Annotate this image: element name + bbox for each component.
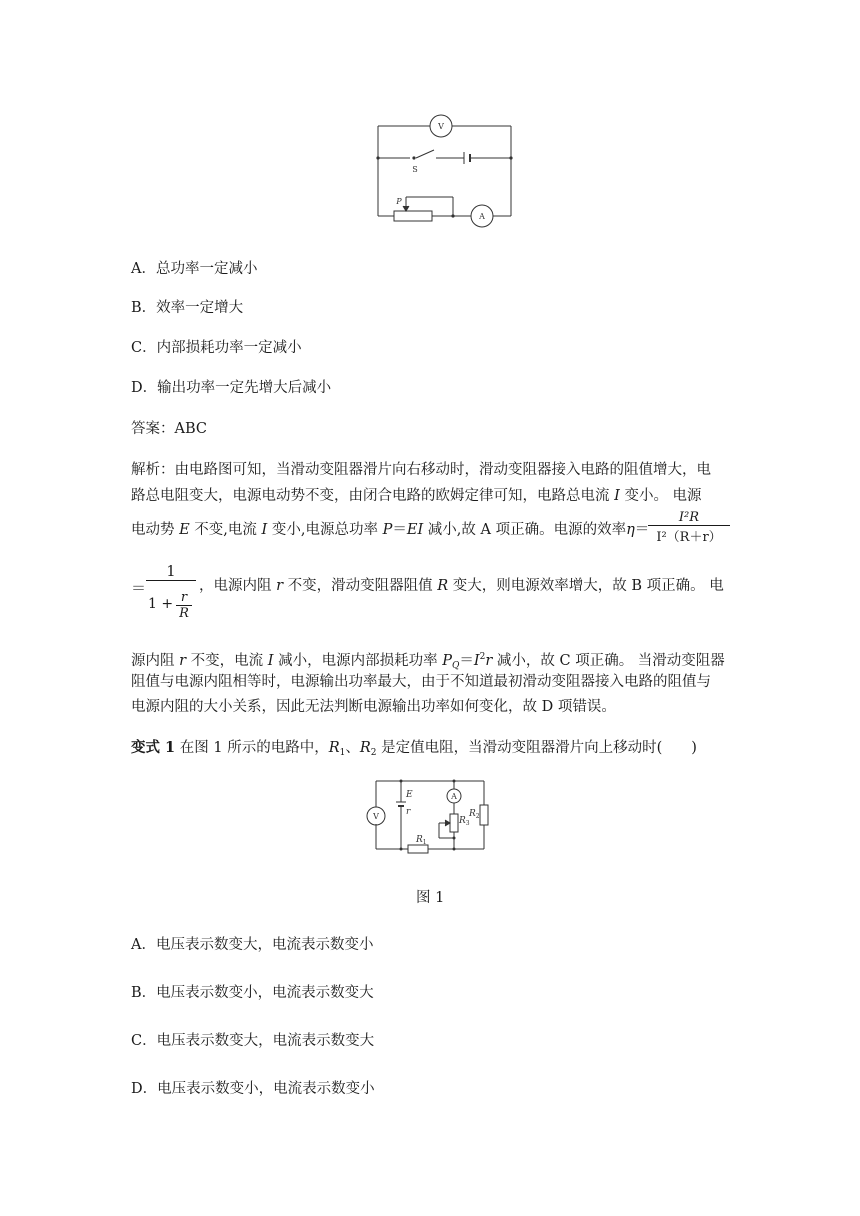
- variant-question: 变式 1 在图 1 所示的电路中，$R_1$、$R_2$ 是定值电阻，当滑动变阻器滑片向上移动时( ): [131, 739, 697, 758]
- internal-resistance-label: r: [406, 807, 411, 817]
- figure-caption: 图 1: [416, 890, 445, 906]
- analysis-line-5: 源内阻 r 不变，电流 I 减小，电源内部损耗功率 $P_Q=I^2r$ 减小，故 C 项正确。 当滑动变阻器: [131, 652, 725, 671]
- option-d: D．输出功率一定先增大后减小: [131, 380, 332, 396]
- slider-label: P: [396, 197, 402, 206]
- variant-option-a: A．电压表示数变大，电流表示数变小: [131, 937, 374, 953]
- option-c: C．内部损耗功率一定减小: [131, 340, 302, 356]
- variant-option-c: C．电压表示数变大，电流表示数变大: [131, 1033, 375, 1049]
- efficiency-fraction-1: I²R I²（R＋r）: [648, 510, 730, 545]
- option-a: A．总功率一定减小: [131, 261, 258, 277]
- r1-label: $R_1$: [416, 835, 427, 846]
- equals-sign: ＝: [131, 579, 147, 597]
- voltmeter-label: V: [438, 122, 444, 131]
- analysis-line-2: 路总电阻变大，电源电动势不变，由闭合电路的欧姆定律可知，电路总电流 I 变小。 电源: [131, 488, 702, 504]
- analysis-line-1: 解析：由电路图可知，当滑动变阻器滑片向右移动时，滑动变阻器接入电路的阻值增大，电: [131, 462, 711, 478]
- fraction-2-den-one: 1 +: [148, 596, 174, 612]
- answer: 答案：ABC: [131, 421, 207, 437]
- analysis-line-4: ，电源内阻 r 不变，滑动变阻器阻值 R 变大，则电源效率增大，故 B 项正确。 电: [199, 578, 724, 594]
- r3-label: $R_3$: [459, 816, 470, 827]
- variant-option-d: D．电压表示数变小，电流表示数变小: [131, 1081, 375, 1097]
- ammeter-label: A: [479, 212, 485, 221]
- voltmeter-label: V: [373, 812, 379, 821]
- analysis-line-3: 电动势 E 不变,电流 I 变小,电源总功率 P＝EI 减小,故 A 项正确。电源的效率η＝: [131, 522, 650, 538]
- analysis-line-7: 电源内阻的大小关系，因此无法判断电源输出功率如何变化，故 D 项错误。: [131, 699, 616, 715]
- efficiency-fraction-2: 1: [146, 564, 196, 581]
- fraction-r-over-R: r R: [176, 590, 192, 621]
- emf-label: E: [406, 790, 413, 800]
- circuit-diagram-2: [366, 776, 491, 856]
- switch-label: S: [412, 165, 418, 174]
- ammeter-label: A: [451, 792, 457, 801]
- option-b: B．效率一定增大: [131, 300, 244, 316]
- circuit-diagram-1: [370, 110, 520, 235]
- r2-label: $R_2$: [469, 809, 480, 820]
- analysis-line-6: 阻值与电源内阻相等时，电源输出功率最大，由于不知道最初滑动变阻器接入电路的阻值与: [131, 674, 711, 690]
- variant-option-b: B．电压表示数变小，电流表示数变大: [131, 985, 374, 1001]
